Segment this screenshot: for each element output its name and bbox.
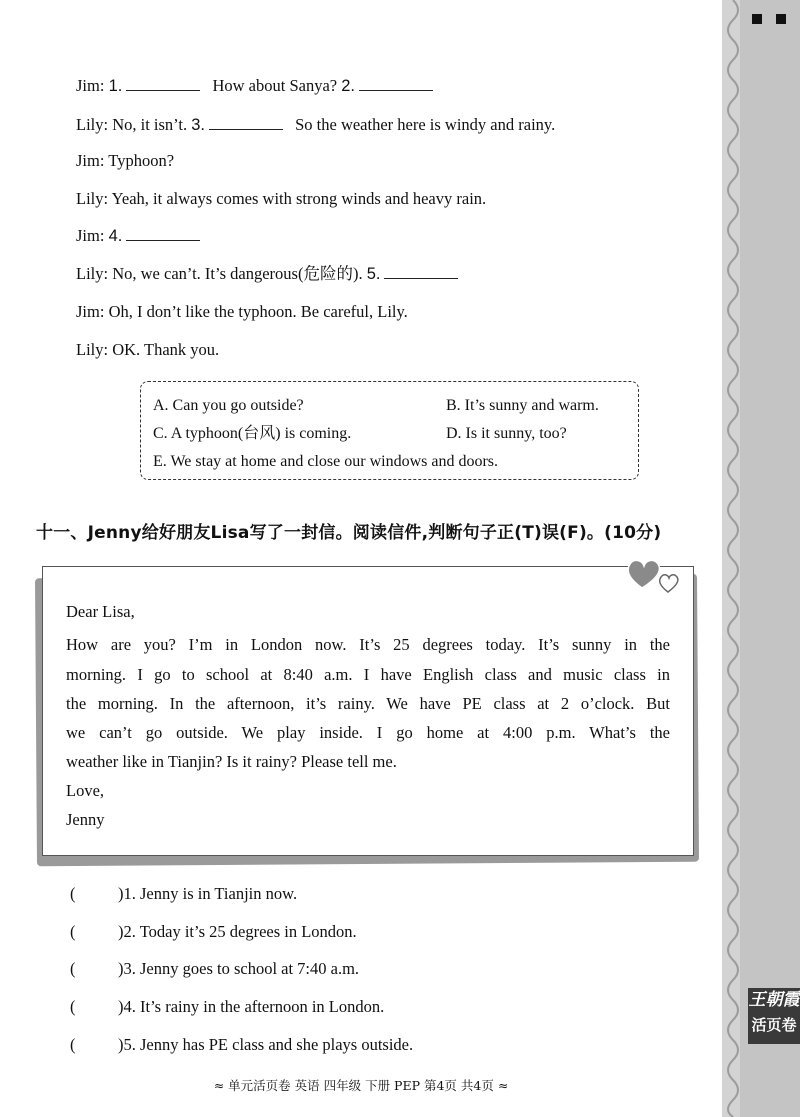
- blank-number: 3.: [191, 116, 205, 134]
- letter-greeting: Dear Lisa,: [66, 602, 135, 621]
- option-e: E. We stay at home and close our windows and doors.: [153, 453, 499, 470]
- option-d: D. Is it sunny, too?: [446, 425, 567, 442]
- blank-number: 2.: [341, 77, 355, 95]
- dialogue-line-6: [76, 264, 466, 284]
- answer-blank[interactable]: [359, 76, 433, 91]
- question-text: Today it’s 25 degrees in London.: [139, 922, 357, 941]
- question-3[interactable]: [70, 959, 359, 979]
- speaker: Jim:: [76, 151, 105, 170]
- answer-blank[interactable]: [384, 264, 458, 279]
- speaker: Lily:: [76, 189, 109, 208]
- letter-closing: Love,: [66, 781, 105, 800]
- heart-icon: [624, 554, 684, 594]
- option-a: A. Can you go outside?: [153, 397, 304, 414]
- speaker: Jim:: [76, 226, 105, 245]
- letter-line: morning. I go to school at 8:40 a.m. I have English class and music class in: [66, 665, 670, 684]
- question-5[interactable]: [70, 1035, 413, 1055]
- answer-blank[interactable]: [126, 76, 200, 91]
- speaker: Lily:: [76, 340, 109, 359]
- letter-line: How are you? I’m in London now. It’s 25 degrees today. It’s sunny in the: [66, 635, 670, 654]
- section-title: 十一、Jenny给好朋友Lisa写了一封信。阅读信件,判断句子正(T)误(F)。(10分): [36, 523, 662, 543]
- blank-number: 4.: [108, 227, 123, 245]
- question-number: )5.: [118, 1035, 136, 1054]
- answer-paren[interactable]: (: [70, 959, 76, 978]
- dialogue-text: So the weather here is windy and rainy.: [295, 115, 556, 134]
- speaker: Lily:: [76, 264, 109, 283]
- question-1[interactable]: [70, 884, 297, 904]
- answer-paren[interactable]: (: [70, 1035, 76, 1054]
- speaker: Lily:: [76, 115, 109, 134]
- question-number: )3.: [118, 959, 136, 978]
- question-text: Jenny is in Tianjin now.: [140, 884, 298, 903]
- question-text: Jenny has PE class and she plays outside.: [140, 1035, 414, 1054]
- letter-line: weather like in Tianjin? Is it rainy? Please tell me.: [66, 752, 397, 771]
- brand-logo: [748, 988, 800, 1044]
- answer-paren[interactable]: (: [70, 997, 76, 1016]
- dialogue-text: Oh, I don’t like the typhoon. Be careful, Lily.: [108, 302, 408, 321]
- wavy-edge: [718, 0, 748, 1117]
- answer-blank[interactable]: [126, 226, 200, 241]
- dialogue-text: Yeah, it always comes with strong winds and heavy rain.: [111, 189, 487, 208]
- question-2[interactable]: [70, 922, 357, 942]
- options-box: [140, 381, 639, 480]
- question-text: It’s rainy in the afternoon in London.: [140, 997, 385, 1016]
- question-number: )2.: [118, 922, 136, 941]
- dialogue-line-3: [76, 151, 174, 171]
- dialogue-line-8: [76, 340, 219, 360]
- corner-marks: [752, 14, 786, 24]
- dialogue-text: How about Sanya?: [212, 76, 338, 95]
- dialogue-line-1: [76, 76, 441, 96]
- dialogue-line-5: [76, 226, 208, 246]
- speaker: Jim:: [76, 302, 105, 321]
- answer-blank[interactable]: [209, 115, 283, 130]
- letter-line: the morning. In the afternoon, it’s rainy. We have PE class at 2 o’clock. But: [66, 694, 670, 713]
- blank-number: 1.: [108, 77, 123, 95]
- blank-number: 5.: [366, 265, 381, 283]
- question-4[interactable]: [70, 997, 384, 1017]
- option-b: B. It’s sunny and warm.: [446, 397, 599, 414]
- question-text: Jenny goes to school at 7:40 a.m.: [140, 959, 360, 978]
- question-number: )4.: [118, 997, 136, 1016]
- brand-line1: 王朝霞: [748, 990, 800, 1010]
- answer-paren[interactable]: (: [70, 922, 76, 941]
- dialogue-text: OK. Thank you.: [112, 340, 220, 359]
- dialogue-line-2: [76, 115, 555, 135]
- brand-line2: 活页卷: [751, 1016, 797, 1034]
- dialogue-text: No, it isn’t.: [112, 115, 188, 134]
- speaker: Jim:: [76, 76, 105, 95]
- page-footer: ≈ 单元活页卷 英语 四年级 下册 PEP 第4页 共4页 ≈: [213, 1078, 509, 1093]
- dialogue-line-7: [76, 302, 408, 322]
- question-number: )1.: [118, 884, 136, 903]
- dialogue-text: Typhoon?: [108, 151, 175, 170]
- dialogue-line-4: [76, 189, 486, 209]
- option-c: C. A typhoon(台风) is coming.: [153, 425, 352, 442]
- dialogue-text: No, we can’t. It’s dangerous(危险的).: [112, 264, 363, 283]
- answer-paren[interactable]: (: [70, 884, 76, 903]
- letter-signature: Jenny: [66, 810, 105, 829]
- side-strip-inner: [740, 0, 800, 1117]
- letter-line: we can’t go outside. We play inside. I go home at 4:00 p.m. What’s the: [66, 723, 670, 742]
